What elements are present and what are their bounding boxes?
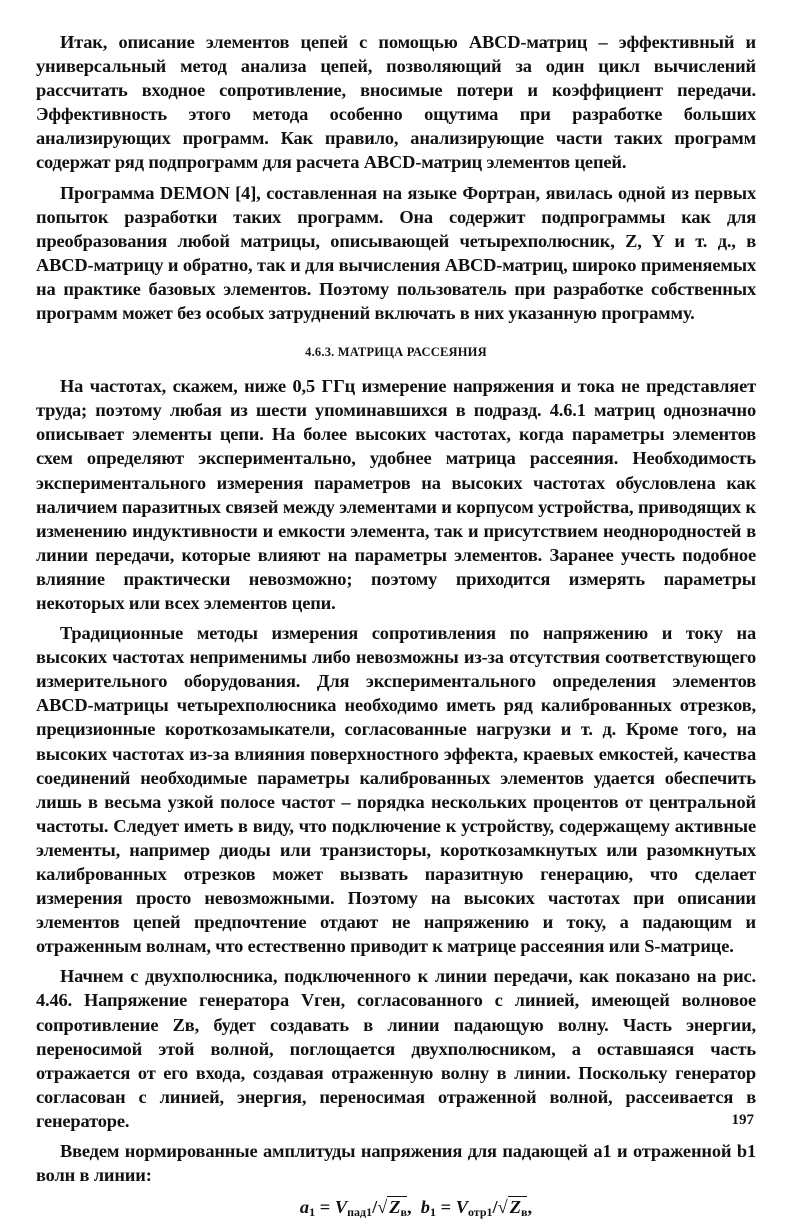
formula-b-impedance-subscript: в (520, 1205, 528, 1220)
formula-a-sqrt (387, 1196, 407, 1222)
formula-a-impedance: Z (389, 1197, 401, 1218)
formula-a-subscript: 1 (309, 1205, 316, 1220)
formula-a-voltage: V (334, 1197, 348, 1218)
formula-wave-amplitudes: $a_1 = V_{пад1}/√$ $Z_в$, $b_1 = V_{отр1}/√$ $Z_в$, (36, 1193, 756, 1226)
paragraph-demon-program: Программа DEMON [4], составленная на языке Фортран, явилась одной из первых попыток разработки таких программ. Она содержит подпрограммы как для преобразования любой матрицы, описывающей четырехполюсник, Z, Y и т. д., в ABCD-матрицу и обратно, так и для вычисления ABCD-матриц, широко применяемых на практике базовых элементов. Поэтому пользователь при разработке собственных программ может без особых затруднений включать в них указанную программу. (36, 182, 756, 324)
formula-b-subscript: 1 (430, 1205, 436, 1220)
formula-b-impedance: Z (509, 1197, 521, 1218)
formula-a-voltage-subscript: пад1 (347, 1205, 373, 1220)
paragraph-normalized-amplitudes: Введем нормированные амплитуды напряжения для падающей a1 и отраженной b1 волн в линии: (36, 1141, 756, 1186)
formula-b-voltage-subscript: отр1 (467, 1205, 493, 1220)
formula-b-sqrt (508, 1196, 528, 1222)
page-number: 197 (731, 1112, 754, 1128)
paragraph-traditional-methods: Традиционные методы измерения сопротивления по напряжению и току на высоких частотах неприменимы либо невозможны из-за отсутствия соответствующего измерительного оборудования. Для экспериментального определения элементов ABCD-матрицы четырехполюсника необходимо иметь ряд калиброванных отрезков, прецизионные короткозамыкатели, согласованные нагрузки и т. д. Кроме того, на высоких частотах из-за влияния поверхностного эффекта, краевых емкостей, качества соединений необходимые параметры калиброванных элементов удается обеспечить лишь в весьма узкой полосе частот – порядка нескольких процентов от центральной частоты. Следует иметь в виду, что подключение к устройству, содержащему активные элементы, например диоды или транзисторы, короткозамкнутых или разомкнутых калиброванных отрезков может вызвать паразитную генерацию, что сделает измерения просто невозможными. Поэтому на высоких частотах при описании элементов цепей предпочтение отдают не напряжению и току, а падающим и отраженным волнам, что естественно приводит к матрице рассеяния или S-матрице. (36, 623, 756, 957)
section-heading: 4.6.3. МАТРИЦА РАССЕЯНИЯ (305, 345, 487, 360)
formula-b-voltage: V (455, 1197, 468, 1218)
paragraph-abcd-summary: Итак, описание элементов цепей с помощью ABCD-матриц – эффективный и универсальный метод анализа цепей, позволяющий за один цикл вычислений рассчитать входное сопротивление, вносимые потери и коэффициент передачи. Эффективность этого метода особенно ощутима при разработке больших анализирующих программ. Как правило, анализирующие части таких программ содержат ряд подпрограмм для расчета ABCD-матриц элементов цепей. (36, 32, 756, 173)
formula-b-symbol: b (420, 1197, 430, 1218)
formula-a-symbol: a (299, 1197, 310, 1218)
formula-a-impedance-subscript: в (400, 1205, 407, 1220)
book-page (36, 30, 756, 1226)
paragraph-two-terminal: Начнем с двухполюсника, подключенного к линии передачи, как показано на рис. 4.46. Напряжение генератора Vген, согласованного с линией, имеющей волновое сопротивление Zв, будет создавать в линии падающую волну. Часть энергии, переносимой этой волной, поглощается двухполюсником, а оставшаяся часть отражается от его входа, создавая отраженную волну в линии. Поскольку генератор согласован с линией, энергия, переносимая отраженной волной, рассеивается в генераторе. (36, 966, 756, 1131)
paragraph-low-frequency: На частотах, скажем, ниже 0,5 ГГц измерение напряжения и тока не представляет труда; поэтому любая из шести упоминавшихся в подразд. 4.6.1 матриц однозначно описывает элементы цепи. На более высоких частотах, когда параметры элементов схем определяют экспериментально, удобнее матрица рассеяния. Необходимость экспериментального измерения параметров на высоких частотах обусловлена как наличием паразитных связей между элементами и корпусом устройства, приводящих к изменению индуктивности и емкости элемента, так и присутствием неоднородностей в линии передачи, которые влияют на параметры элементов. Заранее учесть подобное влияние практически невозможно; поэтому приходится измерять параметры некоторых или всех элементов цепи. (36, 376, 756, 613)
